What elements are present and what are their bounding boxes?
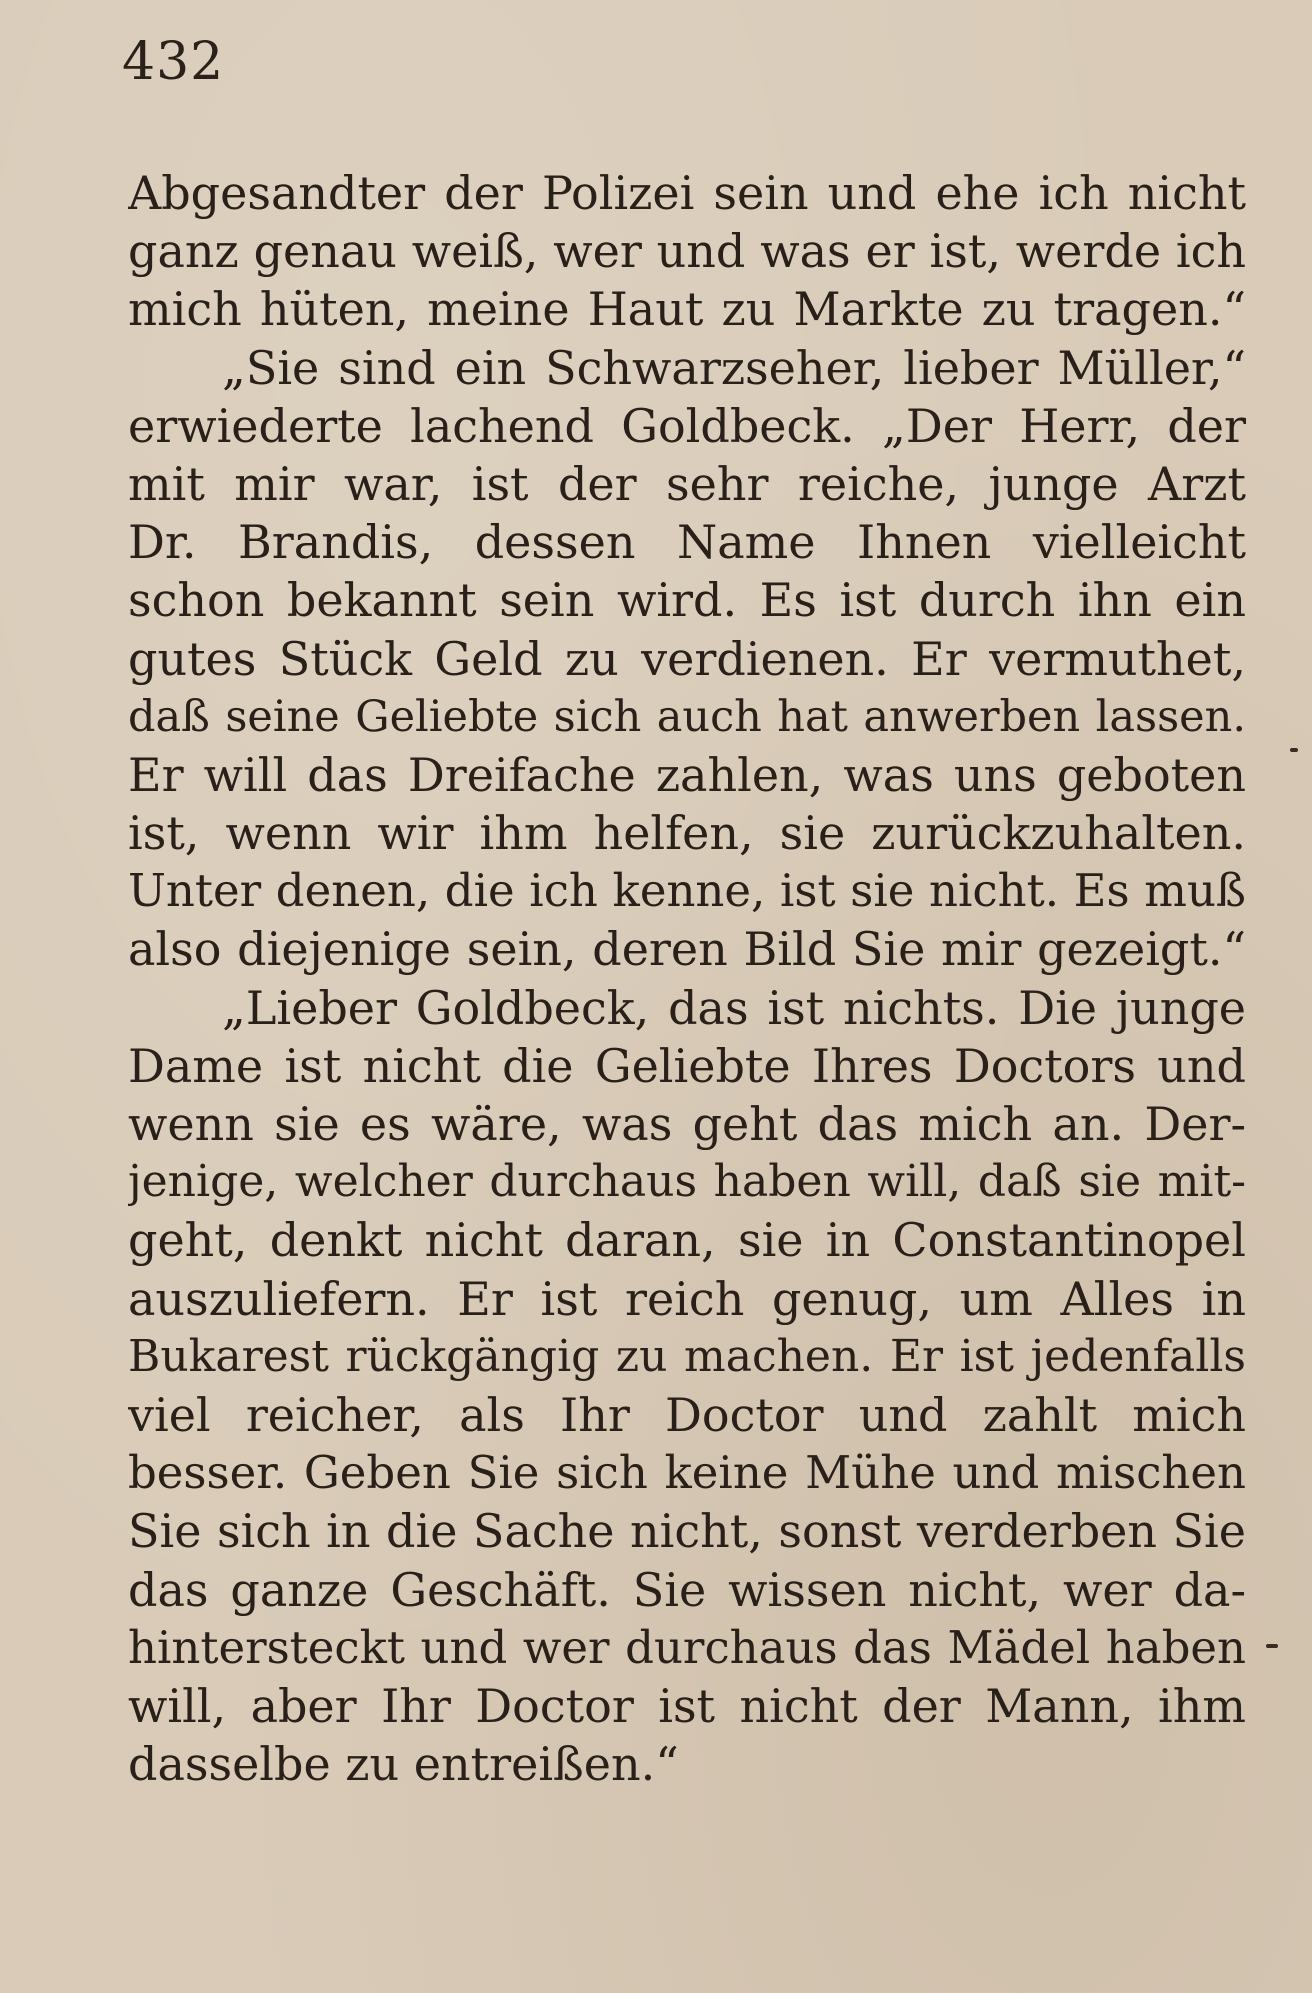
text-line: erwiederte lachend Goldbeck. „Der Herr, der bbox=[128, 398, 1246, 453]
text-line: daß seine Geliebte sich auch hat anwerben lassen. bbox=[128, 691, 1246, 742]
text-line: jenige, welcher durchaus haben will, daß sie mit- bbox=[128, 1156, 1246, 1208]
text-line: mich hüten, meine Haut zu Markte zu tragen.“ bbox=[128, 282, 1246, 337]
text-line: ist, wenn wir ihm helfen, sie zurückzuhalten. bbox=[128, 806, 1246, 861]
text-line: ganz genau weiß, wer und was er ist, werde ich bbox=[128, 224, 1246, 279]
text-line: viel reicher, als Ihr Doctor und zahlt mich bbox=[128, 1387, 1246, 1442]
text-line: also diejenige sein, deren Bild Sie mir gezeigt.“ bbox=[128, 922, 1246, 977]
text-line: das ganze Geschäft. Sie wissen nicht, wer da- bbox=[128, 1562, 1246, 1617]
page-number: 432 bbox=[122, 32, 225, 92]
text-line: geht, denkt nicht daran, sie in Constantinopel bbox=[128, 1213, 1246, 1268]
text-line: Dame ist nicht die Geliebte Ihres Doctors und bbox=[128, 1038, 1246, 1093]
text-line: auszuliefern. Er ist reich genug, um Alles in bbox=[128, 1271, 1246, 1326]
text-line: Unter denen, die ich kenne, ist sie nicht. Es muß bbox=[128, 864, 1246, 918]
text-line: gutes Stück Geld zu verdienen. Er vermuthet, bbox=[128, 631, 1246, 686]
text-line: „Sie sind ein Schwarzseher, lieber Müller,“ bbox=[222, 340, 1246, 395]
paper-speck bbox=[1290, 748, 1298, 752]
text-line: will, aber Ihr Doctor ist nicht der Mann, ihm bbox=[128, 1678, 1246, 1733]
text-line: hintersteckt und wer durchaus das Mädel haben bbox=[128, 1620, 1246, 1674]
text-line: besser. Geben Sie sich keine Mühe und mischen bbox=[128, 1446, 1246, 1500]
body-text bbox=[128, 164, 1246, 1793]
text-line: wenn sie es wäre, was geht das mich an. Der- bbox=[128, 1097, 1246, 1151]
paper-speck bbox=[1266, 1644, 1278, 1648]
text-line: Er will das Dreifache zahlen, was uns geboten bbox=[128, 747, 1246, 802]
text-line: dasselbe zu entreißen.“ bbox=[128, 1737, 679, 1792]
text-line: schon bekannt sein wird. Es ist durch ihn ein bbox=[128, 573, 1246, 628]
text-line: Abgesandter der Polizei sein und ehe ich nicht bbox=[128, 166, 1246, 220]
text-line: Bukarest rückgängig zu machen. Er ist jedenfalls bbox=[128, 1330, 1246, 1382]
text-line: Dr. Brandis, dessen Name Ihnen vielleicht bbox=[128, 515, 1246, 570]
text-line: mit mir war, ist der sehr reiche, junge Arzt bbox=[128, 456, 1246, 511]
text-line: „Lieber Goldbeck, das ist nichts. Die junge bbox=[222, 980, 1246, 1035]
text-line: Sie sich in die Sache nicht, sonst verderben Sie bbox=[128, 1504, 1246, 1559]
